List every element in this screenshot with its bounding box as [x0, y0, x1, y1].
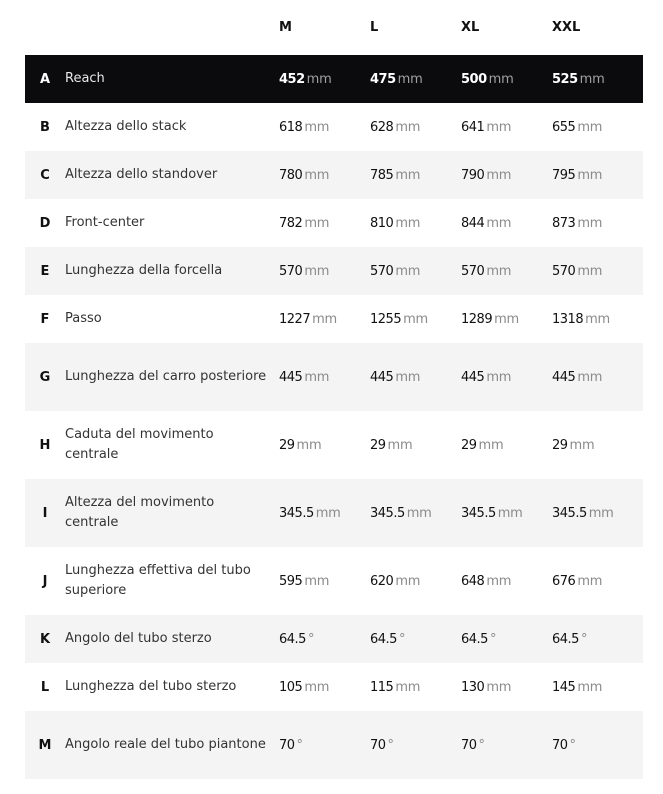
- measurement-unit: mm: [577, 679, 603, 695]
- measurement-unit: mm: [486, 369, 512, 385]
- measurement-cell: [552, 738, 643, 753]
- measurement-value: 445: [461, 369, 485, 385]
- table-row: [25, 247, 643, 295]
- measurement-value: 785: [370, 167, 394, 183]
- measurement-value: 525: [552, 71, 578, 87]
- measurement-value: 64.5: [279, 631, 306, 647]
- measurement-unit: mm: [395, 263, 421, 279]
- measurement-unit: mm: [304, 167, 330, 183]
- measurement-unit: mm: [395, 369, 421, 385]
- row-letter: E: [40, 263, 50, 279]
- measurement-cell: [370, 264, 461, 279]
- measurement-cell: [370, 438, 461, 453]
- row-letter: B: [40, 119, 50, 135]
- measurement-value: 445: [279, 369, 303, 385]
- measurement-value: 570: [461, 263, 485, 279]
- measurement-name: Altezza del movimento centrale: [65, 495, 215, 530]
- measurement-unit: mm: [395, 119, 421, 135]
- measurement-value: 795: [552, 167, 576, 183]
- measurement-value: 641: [461, 119, 485, 135]
- measurement-cell: [370, 738, 461, 753]
- measurement-name: Angolo reale del tubo piantone: [65, 737, 266, 752]
- measurement-unit: mm: [494, 311, 520, 327]
- table-row: [25, 615, 643, 663]
- measurement-cell: [279, 120, 370, 135]
- measurement-cell: [279, 680, 370, 695]
- measurement-unit: mm: [406, 505, 432, 521]
- measurement-cell: [370, 168, 461, 183]
- measurement-cell: [461, 168, 552, 183]
- measurement-unit: mm: [395, 215, 421, 231]
- measurement-cell: [370, 680, 461, 695]
- measurement-unit: °: [580, 631, 588, 647]
- size-header: XXL: [552, 20, 581, 35]
- measurement-unit: mm: [486, 679, 512, 695]
- measurement-cell: [279, 438, 370, 453]
- measurement-cell: [461, 216, 552, 231]
- measurement-cell: [370, 72, 461, 87]
- measurement-unit: mm: [296, 437, 322, 453]
- measurement-cell: [279, 506, 370, 521]
- measurement-cell: [279, 312, 370, 327]
- size-header: L: [370, 20, 379, 35]
- measurement-value: 1227: [279, 311, 311, 327]
- measurement-cell: [279, 72, 370, 87]
- measurement-cell: [461, 264, 552, 279]
- measurement-value: 500: [461, 71, 487, 87]
- measurement-unit: mm: [486, 573, 512, 589]
- measurement-name: Altezza dello stack: [65, 119, 187, 134]
- row-letter: L: [40, 679, 50, 695]
- measurement-unit: mm: [304, 369, 330, 385]
- measurement-unit: °: [478, 737, 485, 753]
- measurement-name: Altezza dello standover: [65, 167, 218, 182]
- measurement-cell: [279, 264, 370, 279]
- row-letter: I: [42, 505, 48, 521]
- measurement-value: 64.5: [461, 631, 488, 647]
- geometry-table: [25, 0, 643, 779]
- measurement-unit: mm: [403, 311, 429, 327]
- measurement-cell: [370, 632, 461, 647]
- measurement-cell: [461, 370, 552, 385]
- measurement-unit: mm: [486, 263, 512, 279]
- measurement-value: 595: [279, 573, 303, 589]
- measurement-value: 570: [370, 263, 394, 279]
- measurement-unit: mm: [478, 437, 504, 453]
- measurement-unit: mm: [306, 71, 332, 87]
- measurement-name: Lunghezza effettiva del tubo superiore: [65, 563, 251, 598]
- row-letter: M: [38, 737, 52, 753]
- measurement-unit: mm: [395, 573, 421, 589]
- measurement-cell: [552, 632, 643, 647]
- measurement-value: 130: [461, 679, 485, 695]
- measurement-value: 29: [552, 437, 568, 453]
- table-header: [25, 0, 643, 55]
- measurement-unit: °: [489, 631, 497, 647]
- measurement-cell: [279, 574, 370, 589]
- measurement-unit: mm: [312, 311, 338, 327]
- measurement-unit: °: [398, 631, 406, 647]
- measurement-name: Lunghezza del carro posteriore: [65, 369, 267, 384]
- measurement-cell: [370, 506, 461, 521]
- measurement-cell: [370, 120, 461, 135]
- table-row: [25, 199, 643, 247]
- measurement-value: 475: [370, 71, 396, 87]
- measurement-unit: mm: [486, 215, 512, 231]
- measurement-cell: [552, 72, 643, 87]
- table-row: [25, 663, 643, 711]
- measurement-cell: [279, 632, 370, 647]
- measurement-unit: mm: [304, 119, 330, 135]
- measurement-unit: mm: [488, 71, 514, 87]
- measurement-name: Reach: [65, 71, 105, 86]
- measurement-cell: [461, 438, 552, 453]
- measurement-name: Angolo del tubo sterzo: [65, 631, 212, 646]
- measurement-value: 655: [552, 119, 576, 135]
- measurement-cell: [552, 438, 643, 453]
- row-letter: D: [39, 215, 51, 231]
- measurement-unit: mm: [577, 263, 603, 279]
- measurement-value: 1255: [370, 311, 402, 327]
- measurement-unit: mm: [585, 311, 611, 327]
- measurement-unit: mm: [486, 119, 512, 135]
- measurement-unit: mm: [304, 573, 330, 589]
- measurement-unit: °: [387, 737, 394, 753]
- size-header: M: [279, 20, 292, 35]
- measurement-unit: mm: [486, 167, 512, 183]
- measurement-name: Lunghezza del tubo sterzo: [65, 679, 237, 694]
- measurement-unit: °: [296, 737, 303, 753]
- measurement-value: 570: [279, 263, 303, 279]
- measurement-cell: [461, 632, 552, 647]
- measurement-value: 145: [552, 679, 576, 695]
- row-letter: G: [39, 369, 51, 385]
- table-row: [25, 103, 643, 151]
- measurement-cell: [279, 216, 370, 231]
- measurement-value: 105: [279, 679, 303, 695]
- measurement-cell: [370, 312, 461, 327]
- row-letter: K: [39, 631, 51, 647]
- size-header: XL: [461, 20, 480, 35]
- measurement-value: 445: [370, 369, 394, 385]
- measurement-value: 29: [370, 437, 386, 453]
- row-letter: F: [40, 311, 50, 327]
- measurement-value: 345.5: [552, 505, 587, 521]
- measurement-value: 618: [279, 119, 303, 135]
- measurement-name: Lunghezza della forcella: [65, 263, 223, 278]
- measurement-value: 115: [370, 679, 394, 695]
- measurement-cell: [370, 216, 461, 231]
- measurement-cell: [461, 680, 552, 695]
- table-row: [25, 343, 643, 411]
- measurement-value: 620: [370, 573, 394, 589]
- measurement-value: 345.5: [461, 505, 496, 521]
- measurement-cell: [279, 168, 370, 183]
- table-row: [25, 411, 643, 479]
- measurement-cell: [552, 370, 643, 385]
- measurement-value: 782: [279, 215, 303, 231]
- measurement-name: Caduta del movimento centrale: [65, 427, 214, 462]
- table-row: [25, 151, 643, 199]
- measurement-unit: mm: [395, 167, 421, 183]
- measurement-unit: mm: [577, 215, 603, 231]
- table-row: [25, 547, 643, 615]
- measurement-unit: mm: [304, 679, 330, 695]
- measurement-cell: [461, 72, 552, 87]
- measurement-value: 790: [461, 167, 485, 183]
- measurement-value: 70: [461, 737, 477, 753]
- measurement-unit: mm: [588, 505, 614, 521]
- measurement-value: 648: [461, 573, 485, 589]
- row-letter: H: [39, 437, 51, 453]
- measurement-value: 628: [370, 119, 394, 135]
- measurement-cell: [461, 120, 552, 135]
- measurement-cell: [370, 574, 461, 589]
- measurement-value: 64.5: [552, 631, 579, 647]
- measurement-cell: [370, 370, 461, 385]
- measurement-value: 452: [279, 71, 305, 87]
- table-row: [25, 295, 643, 343]
- measurement-cell: [461, 506, 552, 521]
- measurement-name: Passo: [65, 311, 102, 326]
- measurement-cell: [552, 680, 643, 695]
- measurement-value: 1289: [461, 311, 493, 327]
- measurement-cell: [552, 120, 643, 135]
- measurement-value: 445: [552, 369, 576, 385]
- table-row: [25, 711, 643, 779]
- measurement-value: 780: [279, 167, 303, 183]
- measurement-value: 29: [461, 437, 477, 453]
- measurement-value: 676: [552, 573, 576, 589]
- measurement-value: 29: [279, 437, 295, 453]
- measurement-value: 345.5: [370, 505, 405, 521]
- measurement-unit: mm: [397, 71, 423, 87]
- measurement-cell: [552, 216, 643, 231]
- measurement-value: 70: [279, 737, 295, 753]
- table-row: [25, 55, 643, 103]
- measurement-cell: [461, 574, 552, 589]
- row-letter: C: [40, 167, 50, 183]
- table-body: [25, 55, 643, 779]
- measurement-cell: [552, 312, 643, 327]
- measurement-cell: [461, 312, 552, 327]
- measurement-value: 873: [552, 215, 576, 231]
- measurement-unit: mm: [395, 679, 421, 695]
- measurement-value: 70: [552, 737, 568, 753]
- measurement-unit: °: [307, 631, 315, 647]
- measurement-cell: [461, 738, 552, 753]
- measurement-cell: [552, 264, 643, 279]
- measurement-cell: [552, 574, 643, 589]
- table-row: [25, 479, 643, 547]
- measurement-value: 844: [461, 215, 485, 231]
- measurement-unit: mm: [304, 215, 330, 231]
- measurement-cell: [552, 168, 643, 183]
- measurement-unit: mm: [577, 369, 603, 385]
- measurement-value: 570: [552, 263, 576, 279]
- measurement-value: 70: [370, 737, 386, 753]
- measurement-value: 64.5: [370, 631, 397, 647]
- measurement-unit: mm: [387, 437, 413, 453]
- measurement-value: 1318: [552, 311, 584, 327]
- measurement-unit: mm: [577, 119, 603, 135]
- measurement-unit: mm: [304, 263, 330, 279]
- measurement-unit: mm: [577, 167, 603, 183]
- measurement-cell: [279, 738, 370, 753]
- measurement-unit: mm: [497, 505, 523, 521]
- measurement-value: 345.5: [279, 505, 314, 521]
- row-letter: A: [39, 71, 51, 87]
- measurement-value: 810: [370, 215, 394, 231]
- measurement-unit: mm: [577, 573, 603, 589]
- measurement-cell: [552, 506, 643, 521]
- row-letter: J: [42, 573, 48, 589]
- measurement-name: Front-center: [65, 215, 145, 230]
- measurement-cell: [279, 370, 370, 385]
- measurement-unit: mm: [569, 437, 595, 453]
- measurement-unit: °: [569, 737, 576, 753]
- measurement-unit: mm: [315, 505, 341, 521]
- measurement-unit: mm: [579, 71, 605, 87]
